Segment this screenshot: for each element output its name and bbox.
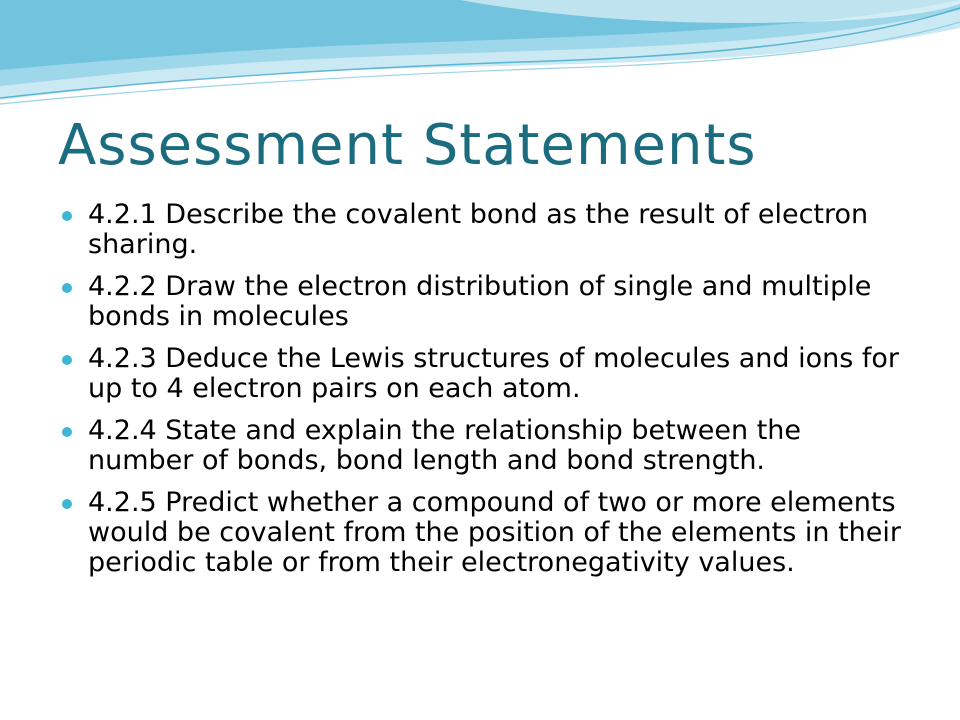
bullet-text: 4.2.1 Describe the covalent bond as the result of electron sharing.: [88, 199, 869, 260]
bullet-item-4-2-3: [62, 344, 912, 404]
bullet-item-4-2-2: [62, 272, 912, 332]
bullet-item-4-2-4: [62, 416, 912, 476]
bullet-text: 4.2.5 Predict whether a compound of two or more elements would be covalent from the position of the elements in their periodic table or from their electronegativity values.: [88, 487, 901, 578]
bullet-dot-icon: [62, 283, 72, 293]
bullet-text: 4.2.2 Draw the electron distribution of single and multiple bonds in molecules: [88, 271, 872, 332]
bullet-dot-icon: [62, 499, 72, 509]
bullet-item-4-2-5: [62, 488, 912, 578]
bullet-dot-icon: [62, 355, 72, 365]
bullet-dot-icon: [62, 211, 72, 221]
bullet-list: [62, 200, 912, 590]
bullet-text: 4.2.3 Deduce the Lewis structures of molecules and ions for up to 4 electron pairs on each atom.: [88, 343, 900, 404]
slide-title: Assessment Statements: [58, 113, 757, 178]
bullet-dot-icon: [62, 427, 72, 437]
wave-header-decoration: [0, 0, 960, 120]
bullet-item-4-2-1: [62, 200, 912, 260]
bullet-text: 4.2.4 State and explain the relationship between the number of bonds, bond length and bond strength.: [88, 415, 802, 476]
